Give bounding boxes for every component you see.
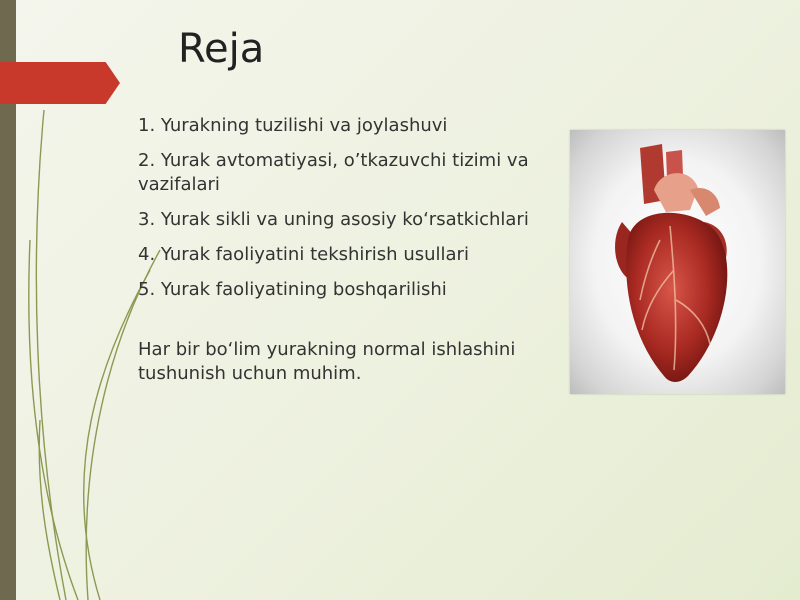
- slide-title: Reja: [178, 26, 265, 72]
- title-accent-tab: [0, 62, 120, 104]
- bullet-text: 2. Yurak avtomatiyasi, o’tkazuvchi tizimi va vazifalari: [138, 150, 529, 195]
- bullet-text: Har bir bo‘lim yurakning normal ishlashini tushunish uchun muhim.: [138, 339, 516, 384]
- list-item: [110, 338, 550, 386]
- list-item: [110, 208, 550, 232]
- bullet-list: [110, 114, 550, 397]
- heart-anatomy-icon: [570, 130, 785, 394]
- list-item: [110, 278, 550, 302]
- bullet-text: 5. Yurak faoliyatining boshqarilishi: [138, 279, 447, 300]
- list-item: [110, 114, 550, 138]
- list-item: [110, 243, 550, 267]
- bullet-text: 4. Yurak faoliyatini tekshirish usullari: [138, 244, 469, 265]
- bullet-text: 3. Yurak sikli va uning asosiy ko‘rsatkichlari: [138, 209, 529, 230]
- heart-image: [570, 130, 785, 394]
- bullet-text: 1. Yurakning tuzilishi va joylashuvi: [138, 115, 448, 136]
- list-item: [110, 149, 550, 197]
